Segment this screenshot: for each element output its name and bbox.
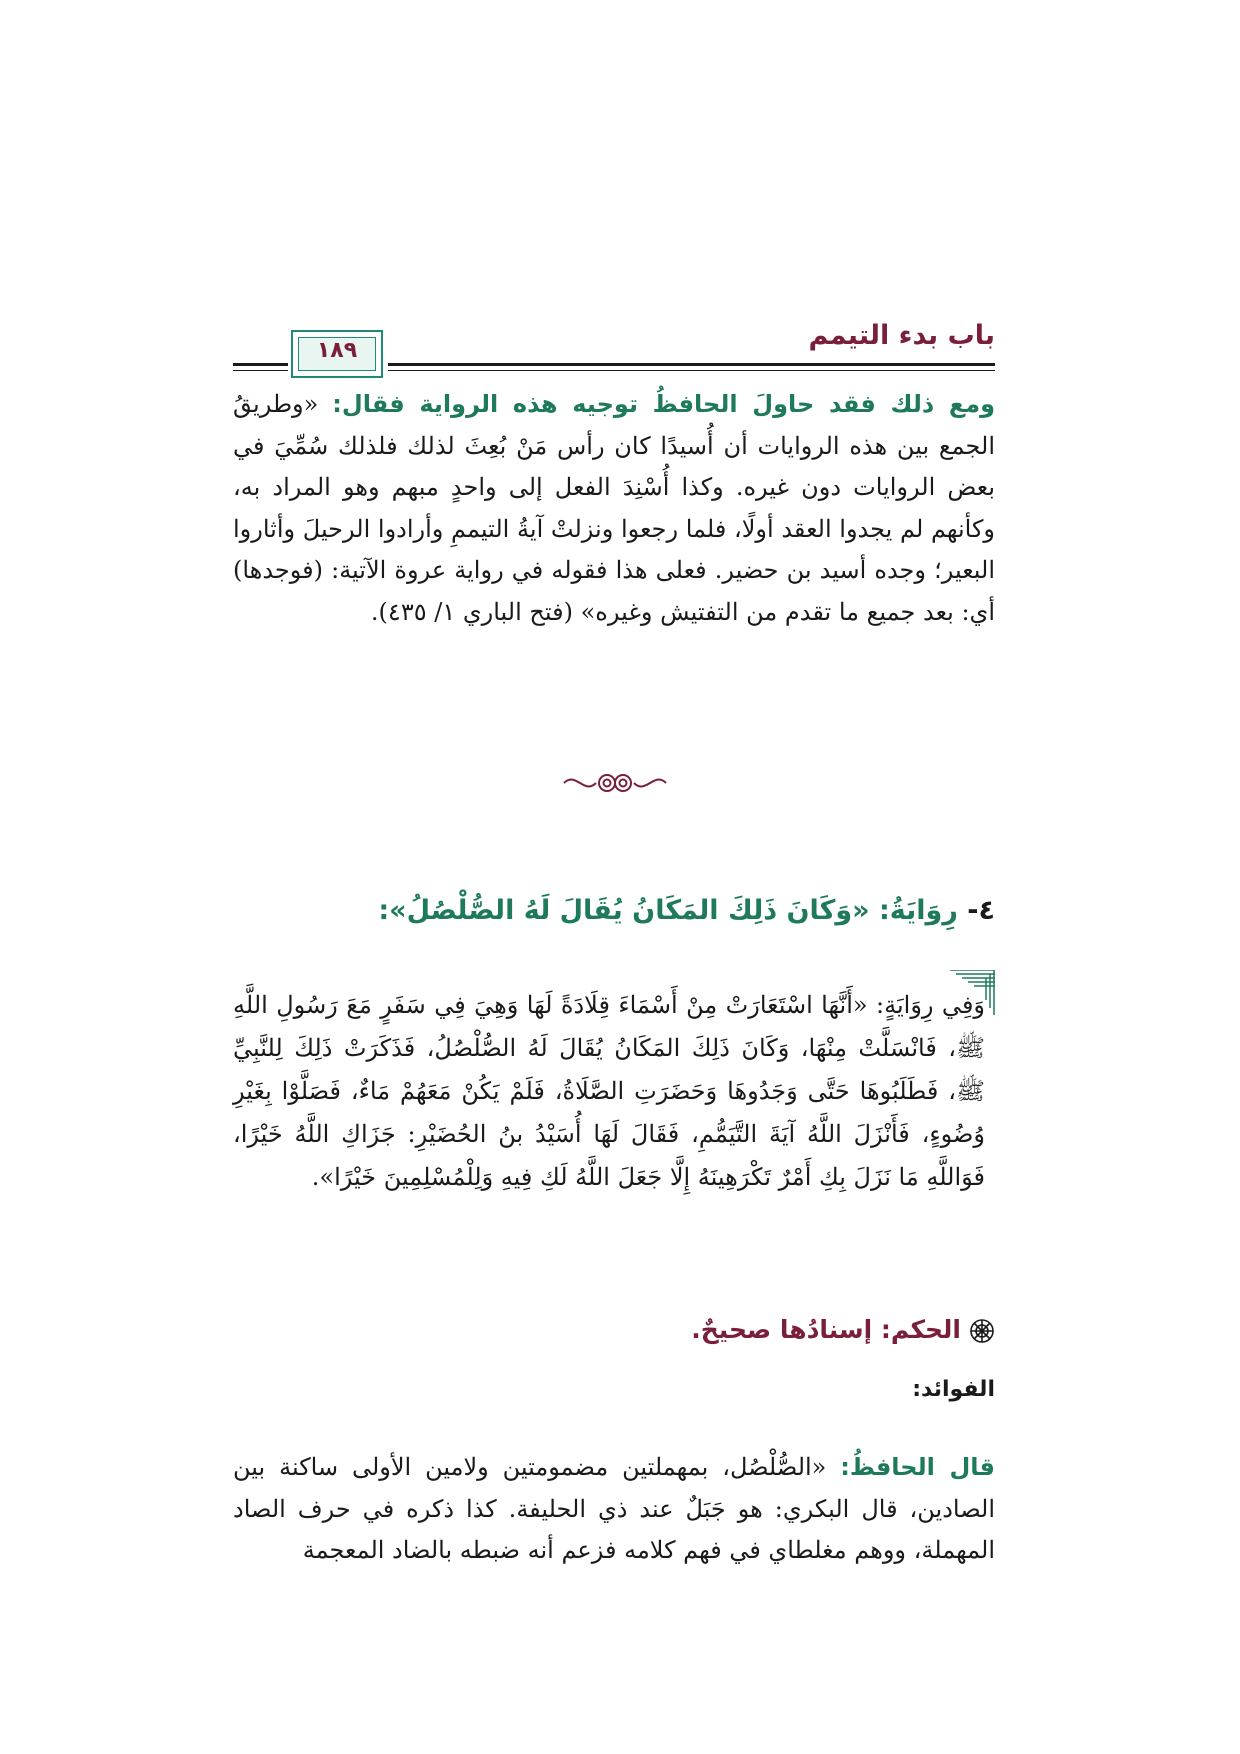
header-rule-bottom-left: [233, 370, 288, 371]
header-rule-top-left: [233, 363, 288, 366]
paragraph2-body: «الصُّلْصُل، بمهملتين مضمومتين ولامين الأولى ساكنة بين الصادين، قال البكري: هو جَبَلٌ عند ذي الحليفة. كذا ذكره في حرف الصاد المهملة، ووهم مغلطاي في فهم كلامه فزعم أنه ضبطه بالضاد المعجمة: [233, 1453, 995, 1564]
hadith-ruling: [233, 1315, 995, 1344]
paragraph-commentary: [233, 384, 995, 633]
header-rule-bottom-right: [388, 370, 995, 371]
rosette-icon: [969, 1318, 995, 1344]
benefits-heading: الفوائد:: [912, 1377, 995, 1402]
paragraph-hafiz-explanation: [233, 1447, 995, 1572]
paragraph-lead: ومع ذلك فقد حاولَ الحافظُ توجيه هذه الرواية فقال:: [332, 390, 995, 418]
hadith-quote-text: وَفِي رِوَايَةٍ: «أَنَّهَا اسْتَعَارَتْ مِنْ أَسْمَاءَ قِلَادَةً لَهَا وَهِيَ فِي سَفَرٍ مَعَ رَسُولِ اللَّهِ ﷺ، فَانْسَلَّتْ مِنْهَا، وَكَانَ ذَلِكَ المَكَانُ يُقَالَ لَهُ الصُّلْصُلُ، فَذَكَرَتْ ذَلِكَ لِلنَّبِيِّ ﷺ، فَطَلَبُوهَا حَتَّى وَجَدُوهَا وَحَضَرَتِ الصَّلَاةُ، فَلَمْ يَكُنْ مَعَهُمْ مَاءٌ، فَصَلَّوْا بِغَيْرِ وُضُوءٍ، فَأَنْزَلَ اللَّهُ آيَةَ التَّيَمُّمِ، فَقَالَ لَهَا أُسَيْدُ بنُ الحُضَيْرِ: جَزَاكِ اللَّهُ خَيْرًا، فَوَاللَّهِ مَا نَزَلَ بِكِ أَمْرٌ تَكْرَهِينَهُ إِلَّا جَعَلَ اللَّهُ لَكِ فِيهِ وَلِلْمُسْلِمِينَ خَيْرًا».: [233, 991, 986, 1191]
ruling-value: إسنادُها صحيحٌ.: [691, 1315, 873, 1344]
ruling-label: الحكم:: [880, 1315, 961, 1344]
page-number-frame: [291, 330, 383, 378]
chapter-title: باب بدء التيمم: [808, 320, 995, 351]
section-number: ٤-: [967, 895, 995, 926]
section-title: رِوَايَةُ: «وَكَانَ ذَلِكَ المَكَانُ يُقَالَ لَهُ الصُّلْصُلُ»:: [378, 895, 958, 926]
page-header: [233, 320, 995, 385]
paragraph-body: «وطريقُ الجمع بين هذه الروايات أن أُسيدًا كان رأس مَنْ بُعِثَ لذلك فلذلك سُمِّيَ في بعض الروايات دون غيره. وكذا أُسْنِدَ الفعل إلى واحدٍ مبهم وهو المراد به، وكأنهم لم يجدوا العقد أولًا، فلما رجعوا ونزلتْ آيةُ التيممِ وأرادوا الرحيلَ وأثاروا البعير؛ وجده أسيد بن حضير. فعلى هذا فقوله في رواية عروة الآتية: (فوجدها) أي: بعد جميع ما تقدم من التفتيش وغيره» (فتح الباري ١/ ٤٣٥).: [233, 390, 995, 626]
ornament-divider-icon: [560, 763, 670, 803]
section-heading: [233, 895, 995, 926]
header-rule-top-right: [388, 363, 995, 366]
paragraph2-lead: قال الحافظُ:: [840, 1453, 996, 1481]
page-number: ١٨٩: [316, 338, 358, 363]
